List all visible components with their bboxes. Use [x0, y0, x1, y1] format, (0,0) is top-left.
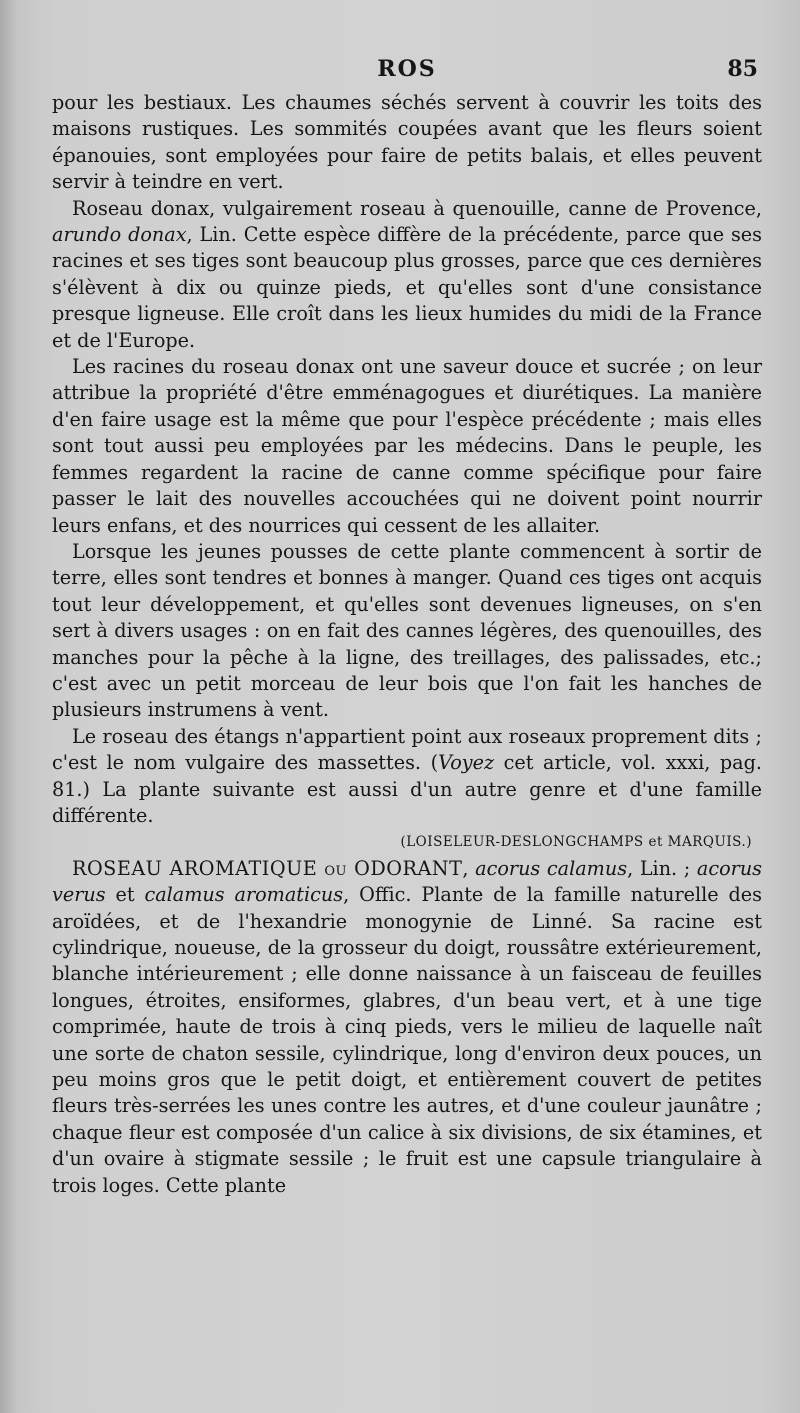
text-segment: et: [105, 883, 145, 907]
body-text: [52, 90, 762, 1199]
text-segment: cet article, vol. xxxi, pag. 81.) La plante suivante est aussi d'un autre genre et d'une famille différente.: [52, 751, 762, 827]
text-segment: , Lin. Cette espèce diffère de la précédente, parce que ses racines et ses tiges sont beaucoup plus grosses, parce que ces dernières s'élèvent à dix ou quinze pieds, et qu'elles sont d'une consistance presque ligneuse. Elle croît dans les lieux humides du midi de la France et de l'Europe.: [52, 223, 763, 352]
page-number: 85: [727, 56, 758, 82]
text-segment: , Lin. ;: [627, 856, 697, 880]
paragraph: [52, 724, 762, 830]
paragraph: [52, 90, 762, 196]
italic-term: arundo donax: [52, 223, 187, 247]
text-segment: Roseau donax, vulgairement roseau à quenouille, canne de Provence,: [72, 196, 762, 220]
text-segment: pour les bestiaux. Les chaumes séchés servent à couvrir les toits des maisons rustiques. Les sommités coupées avant que les fleurs soient épanouies, sont employées pour faire de petits balais, et elles peuvent servir à teindre en vert.: [52, 91, 762, 194]
text-segment: Lorsque les jeunes pousses de cette plante commencent à sortir de terre, elles sont tendres et bonnes à manger. Quand ces tiges ont acquis tout leur développement, et qu'elles sont devenues ligneuses, on s'en sert à divers usages : on en fait des cannes légères, des quenouilles, des manches pour la pêche à la ligne, des treillages, des palissades, etc.; c'est avec un petit morceau de leur bois que l'on fait les hanches de plusieurs instrumens à vent.: [52, 539, 762, 722]
text-segment: , Offic. Plante de la famille naturelle des aroïdées, et de l'hexandrie monogynie de Linné. Sa racine est cylindrique, noueuse, de la grosseur du doigt, roussâtre extérieurement, blanche intérieurement ; elle donne naissance à un faisceau de feuilles longues, étroites, ensiformes, glabres, d'un beau vert, et à une tige comprimée, haute de trois à cinq pieds, vers le milieu de laquelle naît une sorte de chaton sessile, cylindrique, long d'environ deux pouces, un peu moins gros que le petit doigt, et entièrement couvert de petites fleurs très-serrées les unes contre les autres, et d'une couleur jaunâtre ; chaque fleur est composée d'un calice à six divisions, de six étamines, et d'un ovaire à stigmate sessile ; le fruit est une capsule triangulaire à trois loges. Cette plante: [52, 883, 762, 1197]
running-head: ROS: [377, 56, 437, 82]
entry-paragraph: [52, 856, 762, 1199]
paragraph: [52, 539, 762, 724]
text-segment: ,: [462, 856, 476, 880]
italic-term: calamus aromaticus: [144, 883, 344, 907]
paragraph: [52, 196, 762, 354]
italic-term: acorus calamus: [475, 856, 628, 880]
page-header: [52, 56, 762, 86]
text-segment: Le roseau des étangs n'appartient point aux roseaux proprement dits ; c'est le nom vulgaire des massettes. (: [52, 724, 762, 775]
entry-headword: ROSEAU AROMATIQUE ou ODORANT: [72, 856, 463, 880]
text-segment: Les racines du roseau donax ont une saveur douce et sucrée ; on leur attribue la propriété d'être emménagogues et diurétiques. La manière d'en faire usage est la même que pour l'espèce précédente ; mais elles sont tout aussi peu employées par les médecins. Dans le peuple, les femmes regardent la racine de canne comme spécifique pour faire passer le lait des nouvelles accouchées qui ne doivent point nourrir leurs enfans, et des nourrices qui cessent de les allaiter.: [52, 355, 762, 537]
paragraph: [52, 354, 762, 539]
italic-term: Voyez: [438, 751, 495, 775]
italic-term: acorus verus: [52, 856, 763, 907]
author-signature: (LOISELEUR-DESLONGCHAMPS et MARQUIS.): [400, 834, 752, 851]
